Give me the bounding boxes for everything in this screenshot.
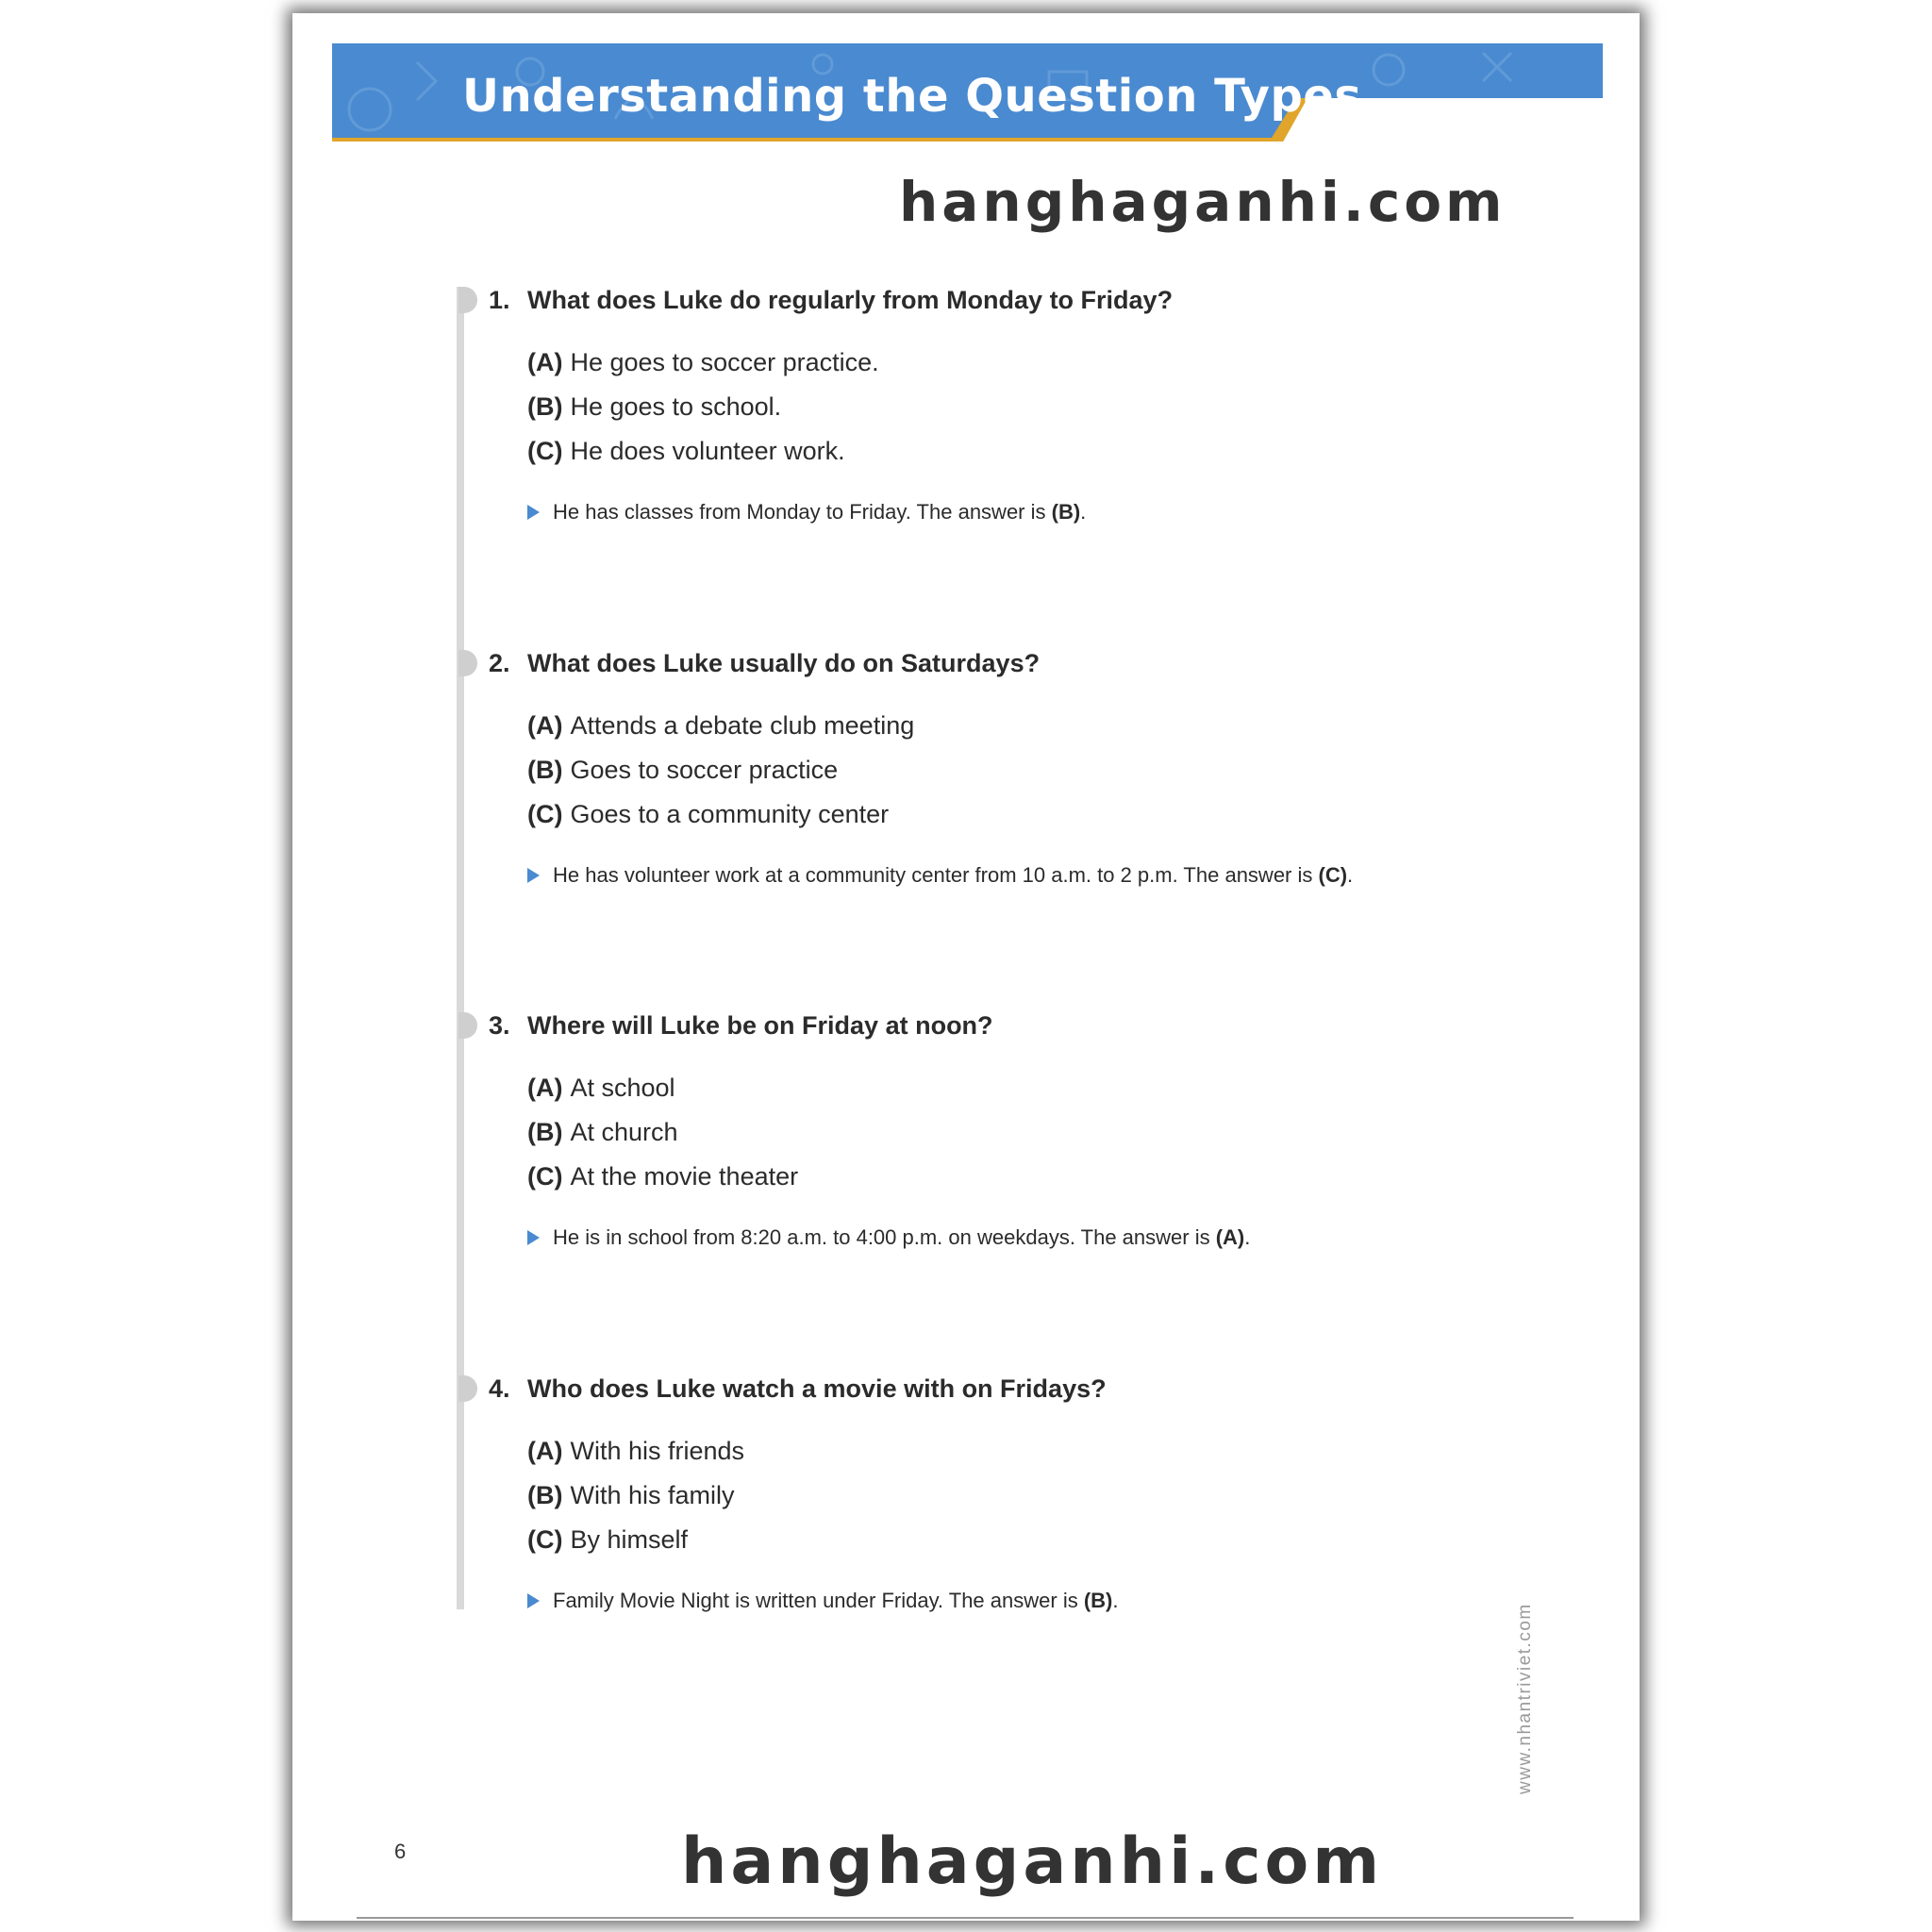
answer-option xyxy=(527,1524,688,1555)
question-block xyxy=(489,1010,1526,1249)
option-letter: (B) xyxy=(527,756,563,784)
question-number: 2. xyxy=(489,649,510,677)
question-text: What does Luke usually do on Saturdays? xyxy=(527,649,1041,677)
question-prompt xyxy=(489,285,1526,315)
explanation-text: Family Movie Night is written under Friday. The answer is xyxy=(553,1589,1084,1612)
option-letter: (B) xyxy=(527,392,563,421)
answer-option xyxy=(527,1436,744,1466)
option-text: He goes to school. xyxy=(570,392,782,421)
question-block xyxy=(489,648,1526,887)
answer-option xyxy=(527,391,781,422)
triangle-right-icon xyxy=(527,505,540,520)
option-text: By himself xyxy=(570,1525,689,1554)
option-letter: (C) xyxy=(527,1525,563,1554)
question-text: Who does Luke watch a movie with on Fridays? xyxy=(527,1374,1107,1403)
answer-explanation xyxy=(527,1588,1119,1614)
answer-option xyxy=(527,1480,735,1510)
question-prompt xyxy=(489,1010,1526,1041)
answer-option xyxy=(527,1073,675,1103)
explanation-text: He has classes from Monday to Friday. The answer is xyxy=(553,500,1052,524)
option-letter: (C) xyxy=(527,800,563,828)
side-url: www.nhantriviet.com xyxy=(1515,1603,1535,1794)
correct-answer: (B) xyxy=(1051,500,1081,524)
triangle-right-icon xyxy=(527,868,540,883)
rail-knob xyxy=(458,1012,477,1039)
option-letter: (B) xyxy=(527,1118,563,1146)
option-text: With his family xyxy=(570,1481,735,1509)
question-number: 3. xyxy=(489,1011,510,1040)
explanation-text: He is in school from 8:20 a.m. to 4:00 p.m. on weekdays. The answer is xyxy=(553,1225,1216,1249)
answer-explanation xyxy=(527,1224,1250,1251)
answer-explanation xyxy=(527,499,1086,525)
answer-explanation xyxy=(527,862,1353,889)
answer-option xyxy=(527,799,889,829)
option-letter: (A) xyxy=(527,711,563,740)
answer-option xyxy=(527,1161,798,1191)
question-prompt xyxy=(489,1374,1526,1404)
question-text: Where will Luke be on Friday at noon? xyxy=(527,1011,993,1040)
answer-option xyxy=(527,347,879,377)
question-prompt xyxy=(489,648,1526,678)
answer-option xyxy=(527,1117,678,1147)
rail-knob xyxy=(458,1375,477,1402)
watermark-bottom: hanghaganhi.com xyxy=(681,1824,1384,1899)
option-text: At school xyxy=(570,1074,675,1102)
watermark-top: hanghaganhi.com xyxy=(899,170,1507,234)
option-text: With his friends xyxy=(570,1437,745,1465)
option-letter: (A) xyxy=(527,1074,563,1102)
option-text: He goes to soccer practice. xyxy=(570,348,879,376)
answer-option xyxy=(527,755,838,785)
textbook-page xyxy=(292,13,1640,1921)
rail-knob xyxy=(458,287,477,313)
section-banner xyxy=(332,43,1603,142)
explanation-end: . xyxy=(1347,863,1354,887)
option-text: Attends a debate club meeting xyxy=(570,711,915,740)
correct-answer: (C) xyxy=(1318,863,1348,887)
question-text: What does Luke do regularly from Monday to Friday? xyxy=(527,286,1174,314)
option-letter: (A) xyxy=(527,348,563,376)
answer-option xyxy=(527,436,845,466)
option-text: He does volunteer work. xyxy=(570,437,845,465)
option-text: At church xyxy=(570,1118,678,1146)
question-number: 4. xyxy=(489,1374,510,1403)
banner-title: Understanding the Question Types xyxy=(462,70,1362,123)
triangle-right-icon xyxy=(527,1230,540,1245)
bottom-rule xyxy=(357,1917,1574,1919)
answer-option xyxy=(527,710,914,741)
option-text: Goes to soccer practice xyxy=(570,756,839,784)
option-letter: (C) xyxy=(527,1162,563,1191)
explanation-end: . xyxy=(1080,500,1087,524)
option-text: Goes to a community center xyxy=(570,800,890,828)
rail-knob xyxy=(458,650,477,676)
explanation-end: . xyxy=(1112,1589,1119,1612)
question-block xyxy=(489,1374,1526,1612)
option-letter: (B) xyxy=(527,1481,563,1509)
correct-answer: (B) xyxy=(1083,1589,1113,1612)
option-letter: (C) xyxy=(527,437,563,465)
question-rail xyxy=(457,287,464,1609)
option-letter: (A) xyxy=(527,1437,563,1465)
explanation-end: . xyxy=(1244,1225,1251,1249)
option-text: At the movie theater xyxy=(570,1162,799,1191)
correct-answer: (A) xyxy=(1215,1225,1245,1249)
explanation-text: He has volunteer work at a community center from 10 a.m. to 2 p.m. The answer is xyxy=(553,863,1319,887)
triangle-right-icon xyxy=(527,1593,540,1608)
question-number: 1. xyxy=(489,286,510,314)
question-block xyxy=(489,285,1526,524)
page-number: 6 xyxy=(394,1840,407,1863)
